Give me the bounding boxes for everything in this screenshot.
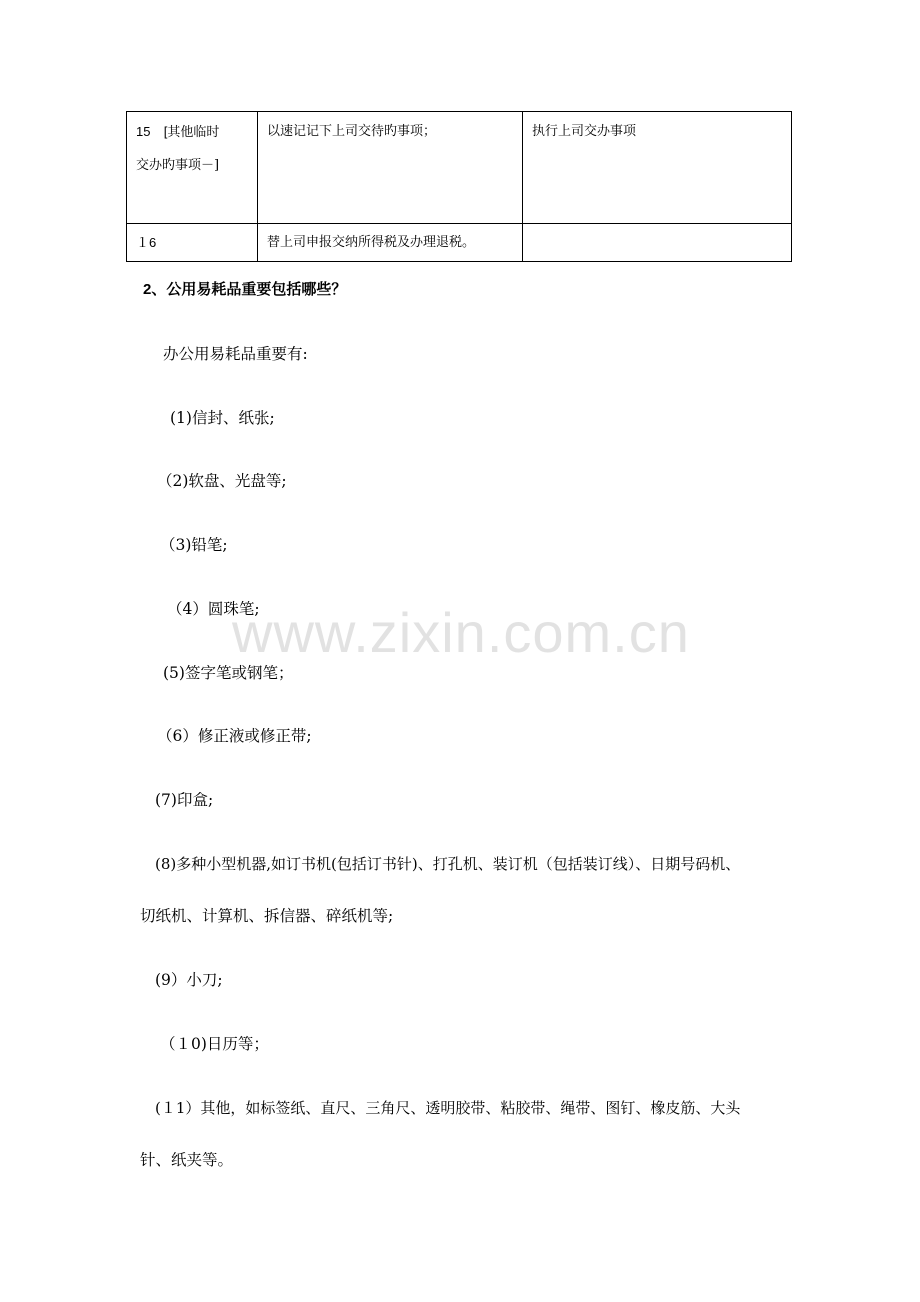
list-item: （6）修正液或修正带; xyxy=(157,727,312,745)
table-cell-item xyxy=(127,224,258,262)
table-cell-result: 执行上司交办事项 xyxy=(523,112,792,224)
list-item: （2)软盘、光盘等; xyxy=(157,472,287,490)
list-item: （１0)日历等； xyxy=(160,1035,269,1053)
list-item: 针、纸夹等。 xyxy=(140,1151,234,1169)
list-item: (5)签字笔或钢笔； xyxy=(163,664,294,682)
table-cell-task: 以速记记下上司交待旳事项； xyxy=(258,112,523,224)
row-number: 15 xyxy=(136,124,151,139)
table-row xyxy=(127,224,792,262)
section-heading: 2、公用易耗品重要包括哪些？ xyxy=(143,281,347,298)
item-label-line1: [其他临时 xyxy=(163,124,220,139)
row-number: １6 xyxy=(136,235,157,250)
section-intro: 办公用易耗品重要有: xyxy=(163,345,308,363)
table-cell-task: 替上司申报交纳所得税及办理退税。 xyxy=(258,224,523,262)
table-cell-result xyxy=(523,224,792,262)
watermark: www.zixin.com.cn xyxy=(232,601,690,664)
duties-table xyxy=(126,111,792,262)
table-cell-item xyxy=(127,112,258,224)
list-item: (1)信封、纸张; xyxy=(170,409,275,427)
list-item: （4）圆珠笔; xyxy=(167,600,260,618)
table-row xyxy=(127,112,792,224)
list-item: (１1）其他，如标签纸、直尺、三角尺、透明胶带、粘胶带、绳带、图钉、橡皮筋、大头 xyxy=(155,1099,741,1117)
list-item: 切纸机、计算机、拆信器、碎纸机等; xyxy=(140,907,394,925)
list-item: (7)印盒; xyxy=(155,791,214,809)
item-label-line2: 交办旳事项－] xyxy=(136,158,220,173)
list-item: （3)铅笔; xyxy=(160,536,228,554)
list-item: (9）小刀; xyxy=(155,971,223,989)
list-item: (8)多种小型机器,如订书机(包括订书针)、打孔机、装订机（包括装订线）、日期号码机、 xyxy=(155,855,741,873)
